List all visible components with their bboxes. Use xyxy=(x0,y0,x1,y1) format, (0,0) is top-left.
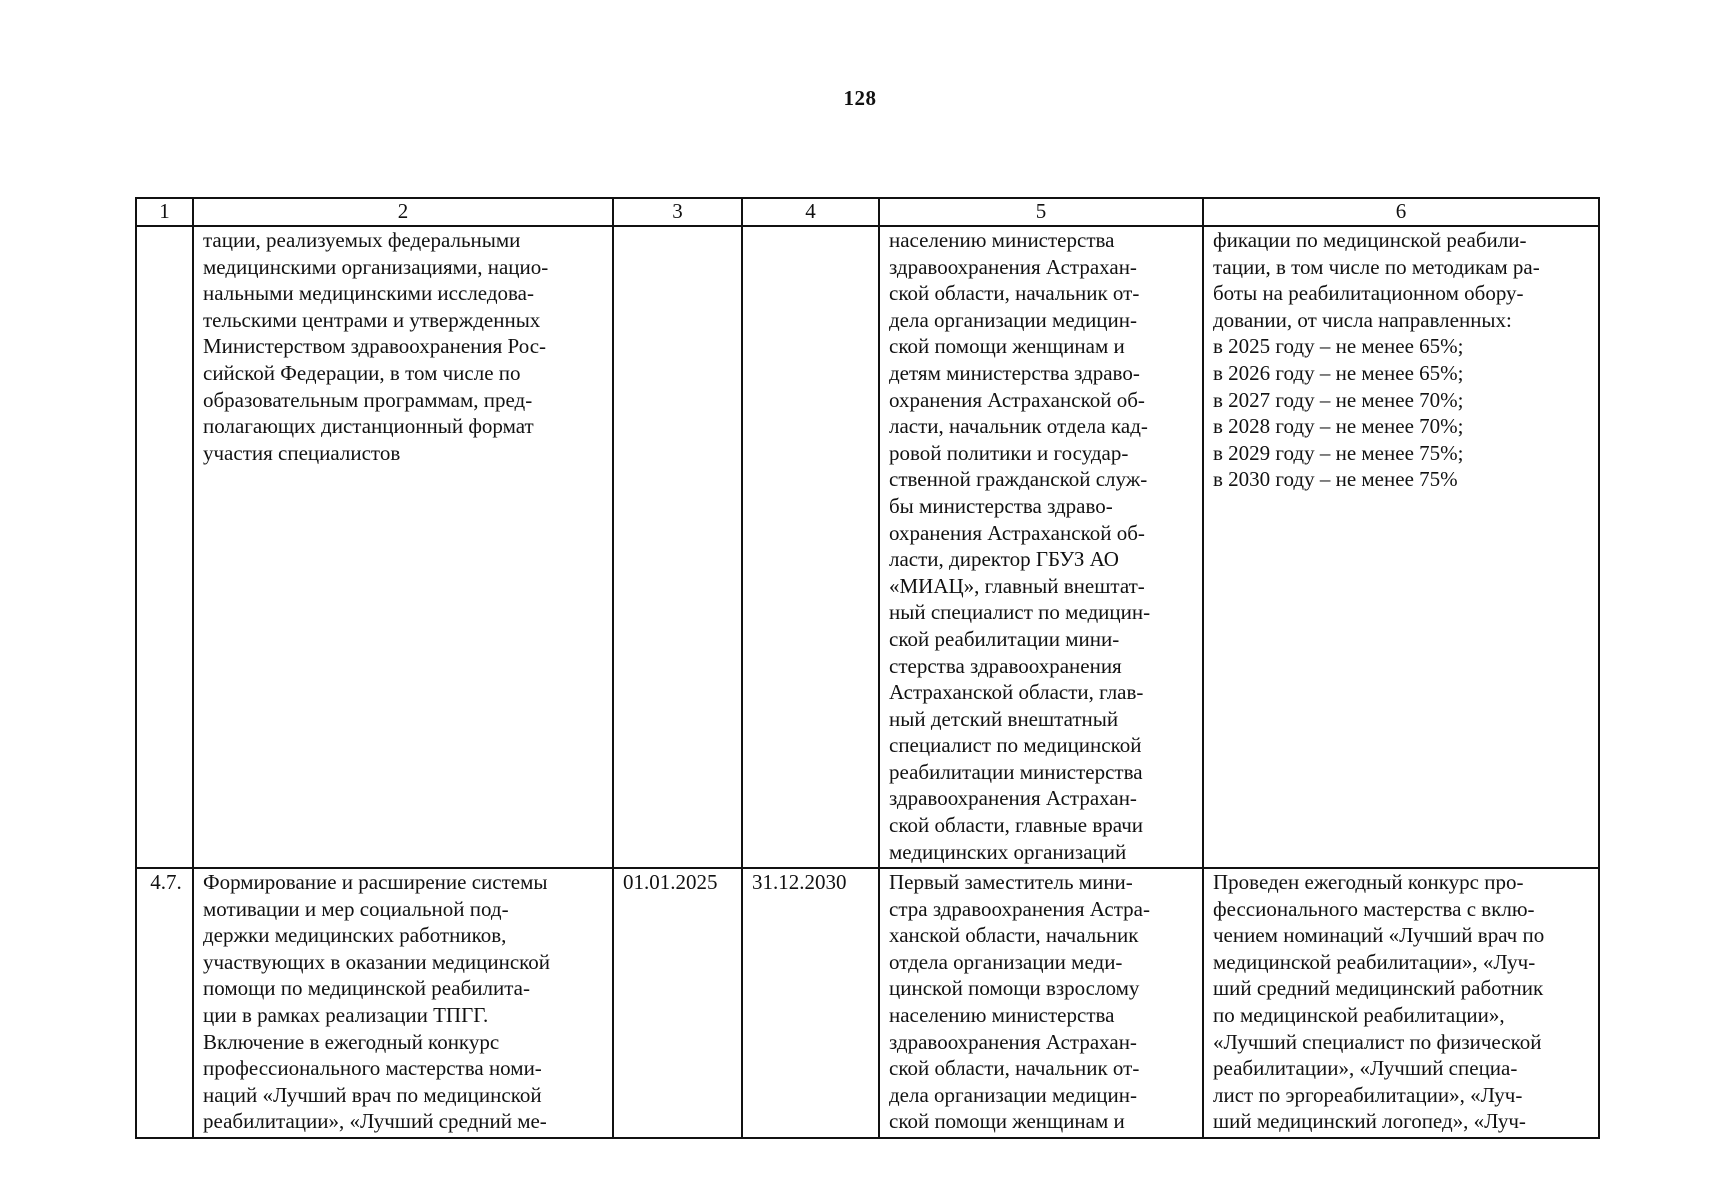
responsible-text-line: ской области, главные врачи xyxy=(889,813,1144,838)
result-text-line: фикации по медицинской реабили- xyxy=(1213,228,1527,252)
result-cell xyxy=(1203,868,1599,1138)
responsible-text-line: специалист по медицинской xyxy=(889,733,1142,758)
responsible-cell xyxy=(879,868,1203,1138)
responsible-text-line: здравоохранения Астрахан- xyxy=(889,786,1137,811)
activity-text-line: медицинскими организациями, нацио- xyxy=(203,254,549,279)
responsible-text-line: дела организации медицин- xyxy=(889,307,1138,332)
responsible-text-line: населению министерства xyxy=(889,1002,1115,1027)
responsible-text-line: дела организации медицин- xyxy=(889,1082,1138,1107)
responsible-text-line: ской области, начальник от- xyxy=(889,281,1140,306)
start-date-cell: 01.01.2025 xyxy=(613,868,742,1138)
responsible-text-line: населению министерства xyxy=(889,228,1115,252)
header-col-1: 1 xyxy=(136,198,193,226)
result-text-line: в 2030 году – не менее 75% xyxy=(1213,467,1458,492)
responsible-text-line: ской помощи женщинам и xyxy=(889,334,1125,359)
responsible-text-line: стра здравоохранения Астра- xyxy=(889,896,1150,921)
responsible-text-line: детям министерства здраво- xyxy=(889,360,1140,385)
responsible-text-line: «МИАЦ», главный внештат- xyxy=(889,573,1145,598)
activity-text-line: образовательным программам, пред- xyxy=(203,387,533,412)
result-text-line: ший средний медицинский работник xyxy=(1213,976,1544,1001)
responsible-text-line: бы министерства здраво- xyxy=(889,493,1113,518)
responsible-text-line: ный специалист по медицин- xyxy=(889,600,1151,625)
activity-text-line: держки медицинских работников, xyxy=(203,923,507,948)
result-text-line: реабилитации», «Лучший специа- xyxy=(1213,1056,1518,1081)
responsible-text-line: здравоохранения Астрахан- xyxy=(889,1029,1137,1054)
result-text-line: лист по эргореабилитации», «Луч- xyxy=(1213,1082,1523,1107)
result-text-line: фессионального мастерства с вклю- xyxy=(1213,896,1535,921)
responsible-text-line: медицинских организаций xyxy=(889,839,1127,864)
activity-text-line: ции в рамках реализации ТПГГ. xyxy=(203,1002,489,1027)
responsible-text-line: Астраханской области, глав- xyxy=(889,680,1144,705)
result-text-line: в 2029 году – не менее 75%; xyxy=(1213,440,1464,465)
activity-text-line: мотивации и мер социальной под- xyxy=(203,896,509,921)
result-text-line: в 2027 году – не менее 70%; xyxy=(1213,387,1464,412)
activity-text-line: помощи по медицинской реабилита- xyxy=(203,976,530,1001)
result-text-line: в 2026 году – не менее 65%; xyxy=(1213,360,1464,385)
header-row xyxy=(136,198,1599,226)
row-number-cell: 4.7. xyxy=(136,868,193,1138)
responsible-text-line: ской реабилитации мини- xyxy=(889,626,1120,651)
responsible-text-line: охранения Астраханской об- xyxy=(889,520,1145,545)
responsible-text-line: ласти, начальник отдела кад- xyxy=(889,414,1148,439)
responsible-text-line: реабилитации министерства xyxy=(889,759,1143,784)
result-text-line: медицинской реабилитации», «Луч- xyxy=(1213,949,1536,974)
responsible-cell xyxy=(879,226,1203,868)
responsible-text-line: цинской помощи взрослому xyxy=(889,976,1140,1001)
activity-text-line: Министерством здравоохранения Рос- xyxy=(203,334,547,359)
result-text-line: в 2028 году – не менее 70%; xyxy=(1213,414,1464,439)
activity-text-line: участвующих в оказании медицинской xyxy=(203,949,551,974)
result-text-line: боты на реабилитационном обору- xyxy=(1213,281,1524,306)
result-text-line: чением номинаций «Лучший врач по xyxy=(1213,923,1545,948)
result-text-line: ший медицинский логопед», «Луч- xyxy=(1213,1109,1526,1134)
activity-text-line: профессионального мастерства номи- xyxy=(203,1056,542,1081)
result-text-line: «Лучший специалист по физической xyxy=(1213,1029,1542,1054)
end-date-cell: 31.12.2030 xyxy=(742,868,879,1138)
result-text-line: в 2025 году – не менее 65%; xyxy=(1213,334,1464,359)
result-cell xyxy=(1203,226,1599,868)
header-col-2: 2 xyxy=(193,198,613,226)
activity-text-line: нальными медицинскими исследова- xyxy=(203,281,534,306)
activity-cell xyxy=(193,226,613,868)
result-text-line: тации, в том числе по методикам ра- xyxy=(1213,254,1540,279)
activity-text-line: Включение в ежегодный конкурс xyxy=(203,1029,500,1054)
activity-text-line: тельскими центрами и утвержденных xyxy=(203,307,541,332)
responsible-text-line: стерства здравоохранения xyxy=(889,653,1122,678)
responsible-text-line: Первый заместитель мини- xyxy=(889,870,1133,894)
responsible-text-line: здравоохранения Астрахан- xyxy=(889,254,1137,279)
activity-text-line: реабилитации», «Лучший средний ме- xyxy=(203,1109,547,1134)
responsible-text-line: ственной гражданской служ- xyxy=(889,467,1148,492)
activity-text-line: наций «Лучший врач по медицинской xyxy=(203,1082,542,1107)
table-row xyxy=(136,868,1599,1138)
header-col-4: 4 xyxy=(742,198,879,226)
activity-text-line: сийской Федерации, в том числе по xyxy=(203,360,521,385)
header-col-3: 3 xyxy=(613,198,742,226)
header-col-6: 6 xyxy=(1203,198,1599,226)
result-text-line: довании, от числа направленных: xyxy=(1213,307,1512,332)
row-number-cell xyxy=(136,226,193,868)
activity-cell xyxy=(193,868,613,1138)
page-number: 128 xyxy=(843,86,877,110)
responsible-text-line: ханской области, начальник xyxy=(889,923,1139,948)
header-col-5: 5 xyxy=(879,198,1203,226)
responsible-text-line: отдела организации меди- xyxy=(889,949,1123,974)
activity-text-line: тации, реализуемых федеральными xyxy=(203,228,521,252)
responsible-text-line: ской области, начальник от- xyxy=(889,1056,1140,1081)
start-date-cell xyxy=(613,226,742,868)
result-text-line: Проведен ежегодный конкурс про- xyxy=(1213,870,1524,894)
plan-table xyxy=(135,197,1600,1139)
responsible-text-line: охранения Астраханской об- xyxy=(889,387,1145,412)
responsible-text-line: ный детский внештатный xyxy=(889,706,1119,731)
end-date-cell xyxy=(742,226,879,868)
activity-text-line: полагающих дистанционный формат xyxy=(203,414,534,439)
activity-text-line: Формирование и расширение системы xyxy=(203,870,548,894)
responsible-text-line: ровой политики и государ- xyxy=(889,440,1129,465)
result-text-line: по медицинской реабилитации», xyxy=(1213,1002,1505,1027)
responsible-text-line: ской помощи женщинам и xyxy=(889,1109,1125,1134)
activity-text-line: участия специалистов xyxy=(203,440,401,465)
responsible-text-line: ласти, директор ГБУЗ АО xyxy=(889,547,1119,572)
table-row xyxy=(136,226,1599,868)
